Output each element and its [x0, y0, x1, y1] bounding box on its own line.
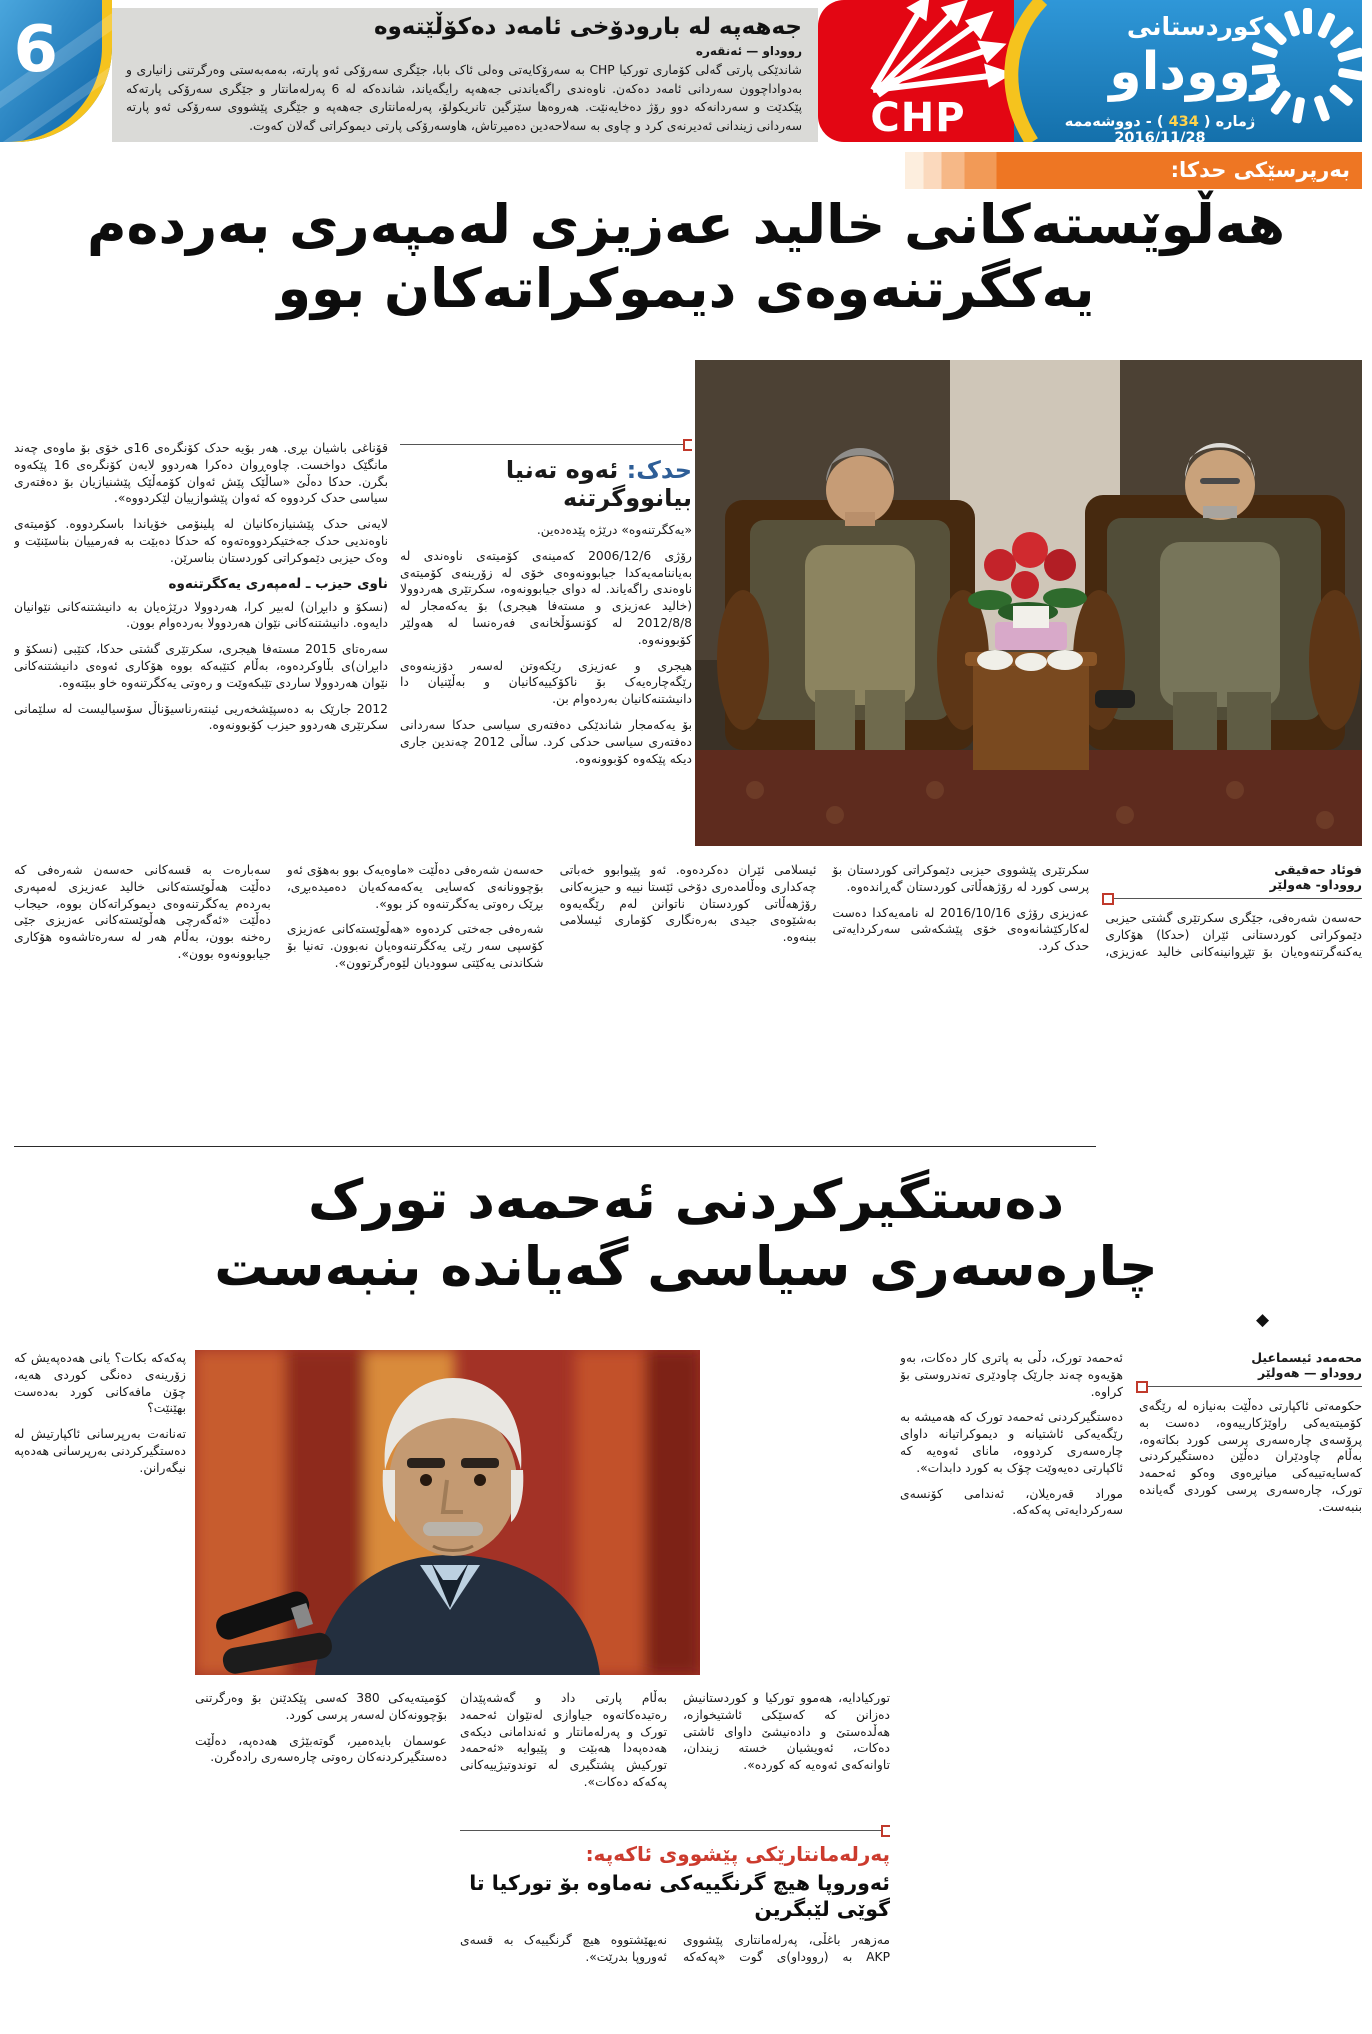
paragraph: موراد قەرەیلان، ئەندامی کۆنسەی سەرکردایەتی پەکەکە. [900, 1486, 1123, 1518]
paragraph: رۆژی 2006/12/6 کەمینەی کۆمیتەی ناوەندی لە بەیاننامەیەکدا جیابوونەوەی خۆی لە زۆرینەی کۆمیتەی ناوەندی راگەیاند. لە دوای جیابوونەوە، سکرتێری هەردوولا (خالید عەزیزی و مستەفا هیجری) بۆ یەکەمجار لە 2012/8/8 لە کۆنسۆڵخانەی فەرەنسا لە هەولێر کۆبوونەوە. [400, 548, 692, 647]
paragraph: ئەحمەد تورک، دڵی بە پاتری کار دەکات، بەو هۆیەوە چەند جارێک چاودێری تەندروستی بۆ کراوە. [900, 1351, 1123, 1399]
paragraph: حەسەن شەرەفی دەڵێت «ماوەیەک بوو بەهۆی ئەو بۆچوونانەی کەسایی یەکەمەکەیان دەمیدەبڕی، بڕێک رەوتی یەکگرتنەوە کز بوو». [286, 863, 544, 911]
article2-headline-line1: دەستگیرکردنی ئەحمەد تورک [307, 1168, 1065, 1231]
article2-byline-name: محەمەد ئیسماعیل [1251, 1350, 1362, 1365]
issue-prefix: ژمارە ( [1203, 114, 1256, 130]
paragraph: تەنانەت بەرپرسانی ئاکپارتیش لە دەستگیرکردنی بەرپرسانی هەدەپە نیگەرانن. [14, 1427, 186, 1475]
rudaw-brand-wordmark: رووداو [1109, 42, 1281, 102]
page-number: 6 [13, 13, 58, 87]
article2-headline-line2: چارەسەری سیاسی گەیاندە بنبەست [214, 1235, 1158, 1298]
paragraph: (نسکۆ و دابڕان) لەبیر کرا، هەردوولا درێژەیان بە دانیشتنەکانی نێوانیان دایەوە. دانیشتنەکانی نێوان هەردوولا بەردەوام بوون. [14, 599, 388, 631]
article2-embedded-kicker-block [460, 1824, 890, 1928]
issue-number: 434 [1168, 114, 1199, 130]
paragraph: 2012 جارێک بە دەسپێشخەریی ئینتەرناسیۆناڵ سۆسیالیست لە سلێمانی سکرتێری هەردوو حیزب کۆبوونەوە. [14, 701, 388, 733]
article1-bottom-columns [14, 862, 1362, 1140]
paragraph: ئیسلامی ئێران دەکردەوە. ئەو پێیوابوو خەباتی چەکداری وەڵامدەری دۆخی ئێستا نییە و حیزبەکانی رۆژهەڵاتی کوردستان ناتوانن لەم رێگەیەوە بەشێوەی جیدی بەرەنگاری کۆماری ئیسلامی ببنەوە. [559, 863, 817, 945]
paragraph: بەڵام پارتی داد و گەشەپێدان رەتیدەکاتەوە جیاوازی لەنێوان ئەحمەد تورک و پەرلەمانتار و ئەندامانی دیکەی هەدەپەدا هەبێت و پێیوایە «ئەحمەد تورکیش پشتگیری لە توندوتیژییەکانی پەکەکە دەکات». [460, 1691, 667, 1789]
header-story-title: جەهەپە لە بارودۆخی ئامەد دەکۆڵێتەوە [373, 14, 802, 40]
article2-headline [0, 1166, 1372, 1300]
article2-sub-kicker: پەرلەمانتارێکی پێشووی ئاکەپە: [585, 1842, 890, 1866]
article2-below-photo-left-column [195, 1690, 447, 2022]
article1-headline-line1: هەڵوێستەکانی خالید عەزیزی لەمپەری بەردەم [86, 193, 1286, 256]
article1-headline [0, 193, 1372, 321]
article1-inner-subhead: ناوی حیزب ـ لەمپەری یەکگرتنەوە [168, 575, 388, 592]
paragraph: عوسمان بایدەمیر، گوتەبێژی هەدەپە، دەڵێت دەستگیرکردنەکان رەوتی چارەسەری رادەگرن. [195, 1733, 447, 1765]
article2-photo [195, 1350, 700, 1675]
article1-byline [1105, 862, 1362, 900]
article1-subhead-prefix: حدک: [626, 456, 692, 484]
article2-sub-headline: ئەوروپا هیچ گرنگییەکی نەماوە بۆ تورکیا تا گوێی لێبگرین [469, 1871, 890, 1921]
article1-photo-scene [695, 360, 1362, 846]
byline-rule [1105, 898, 1362, 900]
article-separator-rule [14, 1146, 1096, 1147]
paragraph: کۆمیتەیەکی 380 کەسی پێکدێنن بۆ وەرگرتنی بۆچوونەکان لەسەر پرسی کورد. [195, 1691, 447, 1722]
paragraph: «یەکگرتنەوە» درێژە پێدەدەین. [536, 523, 692, 537]
paragraph: سەرەتای 2015 مستەفا هیجری، سکرتێری گشتی حدکا، کتێبی (نسکۆ و دابڕان)ی بڵاوکردەوە، بەڵام کتێبەکە بووە هۆکاری ئەوەی دانیشتنەکانی نێوان هەردوولا ساردی تێبکەوێت و رەوتی یەکگرتنەوە خاو ببێتەوە. [14, 642, 388, 690]
article2-far-left-column [14, 1350, 186, 2024]
diamond-separator-icon: ◆ [1256, 1310, 1270, 1330]
paragraph: شەرەفی جەختی کردەوە «هەڵوێستەکانی عەزیزی کۆسپی سەر رێی یەکگرتنەوەیان نەبوون. تەنیا بۆ شکاندنی یەکێتی سوودیان لێوەرگرتوون». [286, 922, 544, 970]
issue-suffix: ) - دووشەممە 2016/11/28 [1064, 114, 1206, 146]
header-story [112, 8, 818, 142]
issue-dateline [1030, 114, 1290, 146]
article2-below-kicker-columns [460, 1932, 890, 2022]
paragraph: پەکەکە بکات؟ یانی هەدەپەیش کە زۆرینەی دەنگی کوردی هەیە، چۆن مافەکانی کورد بەدەست بهێنێت؟ [14, 1351, 186, 1416]
byline-rule [1139, 1386, 1362, 1388]
paragraph: هیجری و عەزیزی رێکەوتن لەسەر دۆزینەوەی رێگەچارەیەک بۆ ناکۆکییەکانیان و بەڵێنیان دا دانیشتنەکانیان بەردەوام بن. [400, 658, 692, 707]
article1-byline-agency: رووداو- هەولێر [1269, 877, 1362, 892]
paragraph: حکومەتی ئاکپارتی دەڵێت بەنیازە لە رێگەی کۆمیتەیەکی راوێژکارییەوە، دەست بە پرۆسەی چارەسەری پرسی کورد بکاتەوە، بەڵام چاودێران دەڵێن دەستگیرکردنی کەسایەتییەکی میانڕەوی وەکو ئەحمەد تورک، چارەسەری پرسی کوردی گەیاندە بنبەست. [1139, 1399, 1362, 1514]
paragraph: تورکیادایە، هەموو تورکیا و کوردستانیش دەزانن کە کەسێکی ئاشتیخوازە، هەڵدەستێ و دادەنیشێ داوای ئاشتی دەکات، ئەویشیان خستە زیندان، تاوانەکەی ئەوەیە کە کوردە». [683, 1691, 890, 1773]
article2-photo-scene [195, 1350, 700, 1675]
page-number-block [0, 0, 112, 142]
header-story-body: شاندێکی پارتی گەلی کۆماری تورکیا CHP بە سەرۆکایەتی وەلی ئاک بابا، جێگری سەرۆکی ئەو پارتە، بەمەبەستی وەرگرتنی زانیاری و بەدواداچوون سەردانی ئامەد دەکەن. ناوەندی راگەیاندنی جەهەپە رایگەیاند، شاندەکە لە 6 پەرلەمانتار و جێگری سەرۆکی پارتەکە پێکدێت و سەردانەکە دوو رۆژ دەخایەنێت. هەروەها سێزگین تانریکولۆ، پەرلەمانتاری جەهەپە و جێگری پێشووی سەرۆکی ئەو پارتە سەردانی زیندانی ئەدیرنەی کرد و چاوی بە سەلاحەدین دەمیرتاش، هاوسەرۆکی پارتی دیموکراتی گەلان کەوت. [126, 63, 802, 133]
article1-mid-column [400, 438, 692, 862]
paragraph: سەبارەت بە قسەکانی حەسەن شەرەفی کە دەڵێت هەڵوێستەکانی خالید عەزیزی لەمپەری بەردەم یەکگرتنەوەی دیموکراتەکان بووە، حیجاب دەڵێت «ئەگەرچی هەڵوێستەکانی عەزیزی جێی رەخنە بوون، بەڵام هەر لە سەرەتاشەوە هۆکاری جیابوونەوە بوون». [14, 863, 271, 961]
article1-photo [695, 360, 1362, 846]
chp-label: CHP [870, 95, 966, 141]
red-square-marker-icon [400, 444, 692, 446]
paragraph: عەزیزی رۆژی 2016/10/16 لە نامەیەکدا دەست لەکارکێشانەوەی خۆی پێشکەشی سەرکردایەتی حدک کرد. [832, 905, 1090, 954]
paragraph: مەزهەر باغڵی، پەرلەمانتاری پێشووی AKP بە (رووداو)ی گوت «پەکەکە نەیهێشتووە هیچ گرنگییەک بە قسەی ئەوروپا بدرێت». [460, 1933, 890, 1964]
article1-headline-line2: یەکگرتنەوەی دیموکراتەکان بوو [277, 257, 1095, 320]
article2-byline [1139, 1350, 1362, 1388]
paragraph: قۆناغی باشیان بڕی. هەر بۆیە حدک کۆنگرەی 16ی خۆی بۆ ماوەی چەند مانگێک دواخست. چاوەڕوان دەکرا هەردوو لایەن کۆنگرەی 16 پێکەوە بگرن. حدکا دەڵێ «ساڵێک پێش ئەوان کۆمەڵێک پێشنیازیان بۆ دەفتەری سیاسی حدک کردووە کە ئەوان پێشوازییان لێکردووە». [14, 441, 388, 506]
article1-subhead-rest: ئەوە تەنیا بیانووگرتنە [505, 456, 692, 512]
chp-logo [818, 0, 1018, 142]
article1-byline-name: فوئاد حەقیقی [1274, 862, 1362, 877]
paragraph: لایەنی حدک پێشنیازەکانیان لە پلینۆمی خۆیاندا باسکردووە. کۆمیتەی ناوەندیی حدک جەختیکردووەتەوە کە حدکا دەبێت بە فەرمییان بناسێنێت و وەک حیزبی دێموکراتی کوردستان بناسرێن. [14, 517, 388, 565]
article1-subhead [400, 456, 692, 512]
chp-fan-icon [818, 0, 1018, 100]
rudaw-edition-label: كوردستانى [1126, 12, 1264, 41]
article2-byline-agency: رووداو — هەولێر [1258, 1365, 1362, 1380]
paragraph: بۆ یەکەمجار شاندێکی دەفتەری سیاسی حدکا سەردانی دەفتەری سیاسی حدکی کرد. ساڵی 2012 چەندین جاری دیکە پێکەوە کۆبوونەوە. [400, 717, 692, 766]
article2-below-photo-columns [460, 1690, 890, 1820]
article1-kicker-text: بەرپرسێکی حدکا: [1170, 158, 1350, 182]
paragraph: دەستگیرکردنی ئەحمەد تورک کە هەمیشە بە رێگەیەکی ئاشتیانە و دیموکراتیانە داوای چارەسەری کردووە، مانای ئەوەیە کە ئاکپارتی دەیەوێت چۆک بە کورد دابدات». [900, 1410, 1123, 1475]
article1-kicker [905, 152, 1362, 189]
header-story-byline: رووداو — ئەنقەرە [695, 44, 802, 58]
paragraph: حەسەن شەرەفی، جێگری سکرتێری گشتی حیزبی دێموکراتی کوردستانی ئێران (حدکا) هۆکاری یەکنەگرتنەوەیان بۆ تێڕوانینەکانی خالید عەزیزی، سکرتێری پێشووی حیزبی دێموکراتی کوردستان بۆ پرسی کورد لە رۆژهەڵاتی کوردستان گەڕاندەوە. [832, 863, 1362, 959]
red-square-marker-icon [460, 1830, 890, 1832]
article2-right-columns [900, 1350, 1362, 2024]
